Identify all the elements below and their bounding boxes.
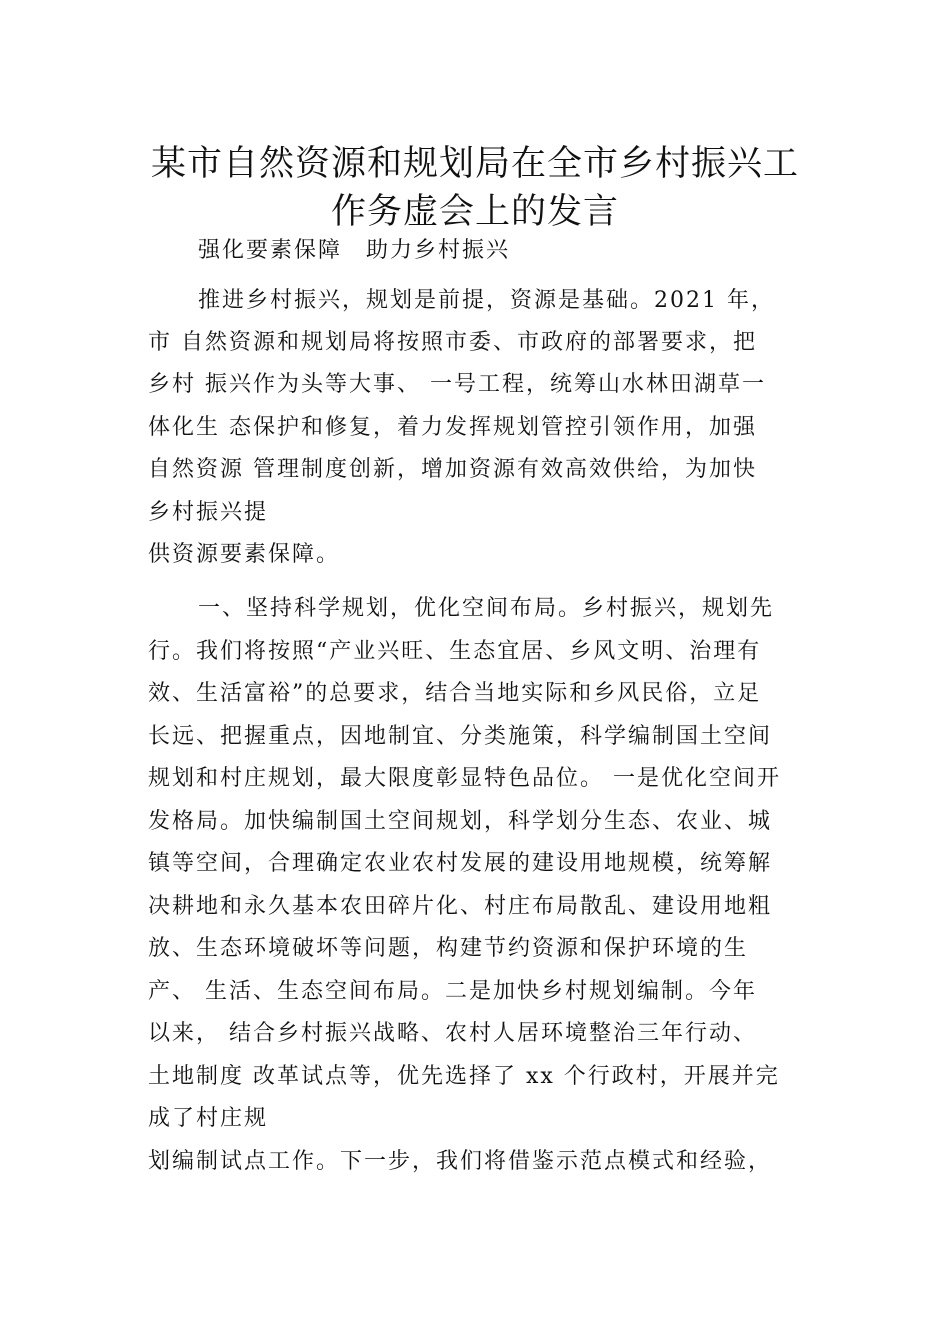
paragraph-line: 长远、把握重点，因地制宜、分类施策，科学编制国土空间 [148,724,773,749]
paragraph-line: 发格局。加快编制国土空间规划，科学划分生态、农业、城 [148,809,773,834]
paragraph-line: 供资源要素保障。 [148,542,341,567]
paragraph-line: 体化生 态保护和修复，着力发挥规划管控引领作用，加强 [148,415,757,440]
paragraph-line: 产、 生活、生态空间布局。二是加快乡村规划编制。今年 [148,979,757,1004]
paragraph-line: 放、生态环境破坏等问题，构建节约资源和保护环境的生 [148,936,749,961]
paragraph-line: 行。我们将按照“产业兴旺、生态宜居、乡风文明、治理有 [148,639,762,664]
paragraph-line: 划编制试点工作。下一步，我们将借鉴示范点模式和经验， [148,1149,773,1174]
document-subtitle: 强化要素保障 助力乡村振兴 [198,238,511,263]
paragraph-line: 规划和村庄规划，最大限度彰显特色品位。 一是优化空间开 [148,766,781,791]
paragraph-line: 成了村庄规 [148,1106,269,1131]
document-title-line-1: 某市自然资源和规划局在全市乡村振兴工 [150,144,799,184]
paragraph-line: 决耕地和永久基本农田碎片化、村庄布局散乱、建设用地粗 [148,894,773,919]
paragraph-line: 市 自然资源和规划局将按照市委、市政府的部署要求，把 [148,330,757,355]
paragraph-line: 一、坚持科学规划，优化空间布局。乡村振兴，规划先 [198,596,775,621]
paragraph-line: 土地制度 改革试点等，优先选择了 xx 个行政村，开展并完 [148,1064,780,1089]
paragraph-line: 以来， 结合乡村振兴战略、农村人居环境整治三年行动、 [148,1021,757,1046]
paragraph-line: 自然资源 管理制度创新，增加资源有效高效供给，为加快 [148,457,757,482]
paragraph-line: 效、生活富裕”的总要求，结合当地实际和乡风民俗，立足 [148,681,762,706]
paragraph-line: 推进乡村振兴，规划是前提，资源是基础。2021 年， [198,288,775,313]
paragraph-line: 乡村 振兴作为头等大事、 一号工程，统筹山水林田湖草一 [148,372,766,397]
paragraph-line: 乡村振兴提 [148,500,269,525]
paragraph-line: 镇等空间，合理确定农业农村发展的建设用地规模，统筹解 [148,851,773,876]
document-title-line-2: 作务虚会上的发言 [330,192,619,232]
